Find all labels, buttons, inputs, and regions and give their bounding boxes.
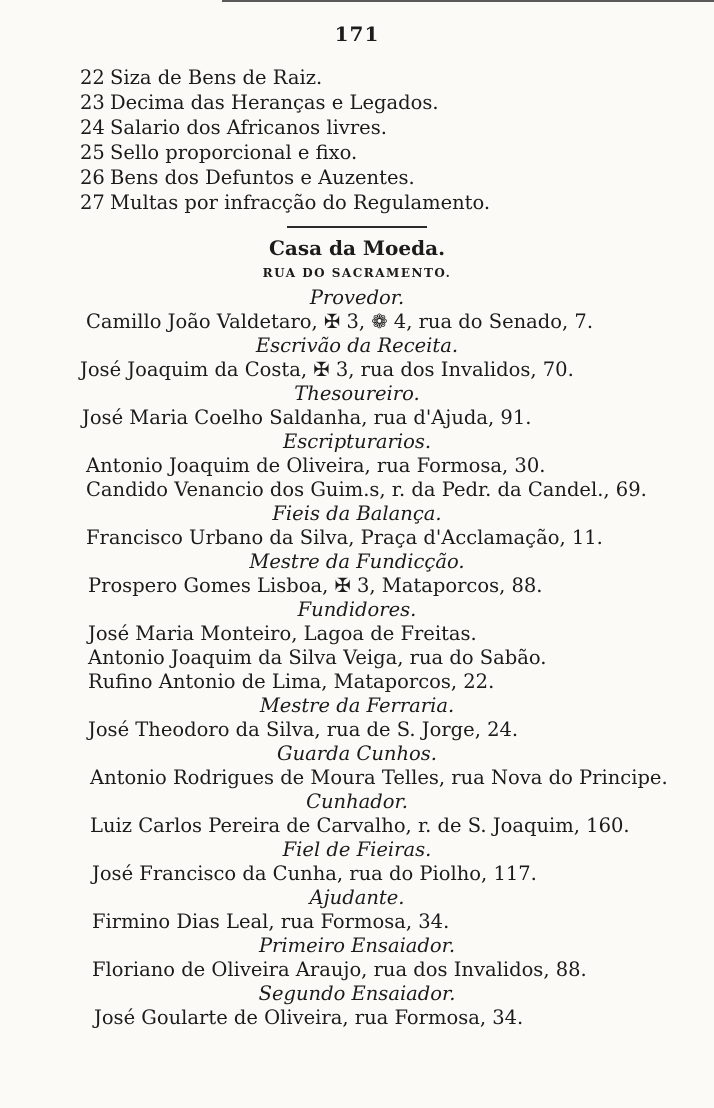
section-address: RUA DO SACRAMENTO. (262, 266, 452, 280)
person-entry: Francisco Urbano da Silva, Praça d'Acclamação, 11. (86, 526, 603, 549)
item-text: Sello proporcional e fixo. (110, 141, 358, 164)
section-divider (287, 226, 427, 228)
role-heading: Thesoureiro. (294, 382, 420, 405)
role-heading: Fieis da Balança. (272, 502, 442, 525)
person-entry: Firmino Dias Leal, rua Formosa, 34. (92, 910, 450, 933)
person-entry: Antonio Joaquim da Silva Veiga, rua do Sabão. (88, 646, 547, 669)
person-entry: José Maria Monteiro, Lagoa de Freitas. (88, 622, 477, 645)
person-entry: Candido Venancio dos Guim.s, r. da Pedr. da Candel., 69. (86, 478, 647, 501)
item-number: 23 (80, 91, 105, 114)
tax-item (80, 116, 387, 140)
item-text: Bens dos Defuntos e Auzentes. (110, 166, 415, 189)
person-entry: José Joaquim da Costa, ✠ 3, rua dos Invalidos, 70. (80, 358, 574, 381)
role-heading: Primeiro Ensaiador. (258, 934, 456, 957)
tax-item (80, 66, 322, 90)
role-heading: Fiel de Fieiras. (282, 838, 432, 861)
person-entry: José Theodoro da Silva, rua de S. Jorge, 24. (88, 718, 519, 741)
item-number: 24 (80, 116, 105, 139)
item-text: Decima das Heranças e Legados. (110, 91, 439, 114)
person-entry: Prospero Gomes Lisboa, ✠ 3, Mataporcos, 88. (88, 574, 543, 597)
page-number: 171 (334, 22, 380, 46)
item-number: 22 (80, 66, 105, 89)
role-heading: Escripturarios. (282, 430, 432, 453)
role-heading: Fundidores. (297, 598, 417, 621)
person-entry: José Francisco da Cunha, rua do Piolho, 117. (92, 862, 537, 885)
person-entry: Rufino Antonio de Lima, Mataporcos, 22. (88, 670, 495, 693)
role-heading: Cunhador. (306, 790, 408, 813)
tax-item (80, 141, 357, 165)
section-title: Casa da Moeda. (268, 236, 446, 260)
item-text: Multas por infracção do Regulamento. (110, 191, 491, 214)
item-number: 26 (80, 166, 105, 189)
person-entry: Antonio Joaquim de Oliveira, rua Formosa, 30. (86, 454, 546, 477)
top-rule (222, 0, 714, 2)
tax-item (80, 91, 439, 115)
role-heading: Provedor. (309, 286, 405, 309)
role-heading: Ajudante. (309, 886, 405, 909)
item-text: Siza de Bens de Raiz. (110, 66, 323, 89)
role-heading: Escrivão da Receita. (255, 334, 459, 357)
person-entry: Antonio Rodrigues de Moura Telles, rua Nova do Principe. (90, 766, 668, 789)
tax-item (80, 166, 415, 190)
role-heading: Mestre da Ferraria. (259, 694, 455, 717)
person-entry: Floriano de Oliveira Araujo, rua dos Invalidos, 88. (92, 958, 587, 981)
person-entry: Camillo João Valdetaro, ✠ 3, ❁ 4, rua do Senado, 7. (86, 310, 594, 333)
role-heading: Mestre da Fundicção. (249, 550, 465, 573)
tax-item (80, 191, 490, 215)
person-entry: José Maria Coelho Saldanha, rua d'Ajuda, 91. (82, 406, 532, 429)
person-entry: José Goularte de Oliveira, rua Formosa, 34. (94, 1006, 524, 1029)
role-heading: Segundo Ensaiador. (258, 982, 456, 1005)
item-number: 27 (80, 191, 105, 214)
role-heading: Guarda Cunhos. (277, 742, 437, 765)
item-number: 25 (80, 141, 105, 164)
item-text: Salario dos Africanos livres. (110, 116, 387, 139)
person-entry: Luiz Carlos Pereira de Carvalho, r. de S. Joaquim, 160. (90, 814, 630, 837)
